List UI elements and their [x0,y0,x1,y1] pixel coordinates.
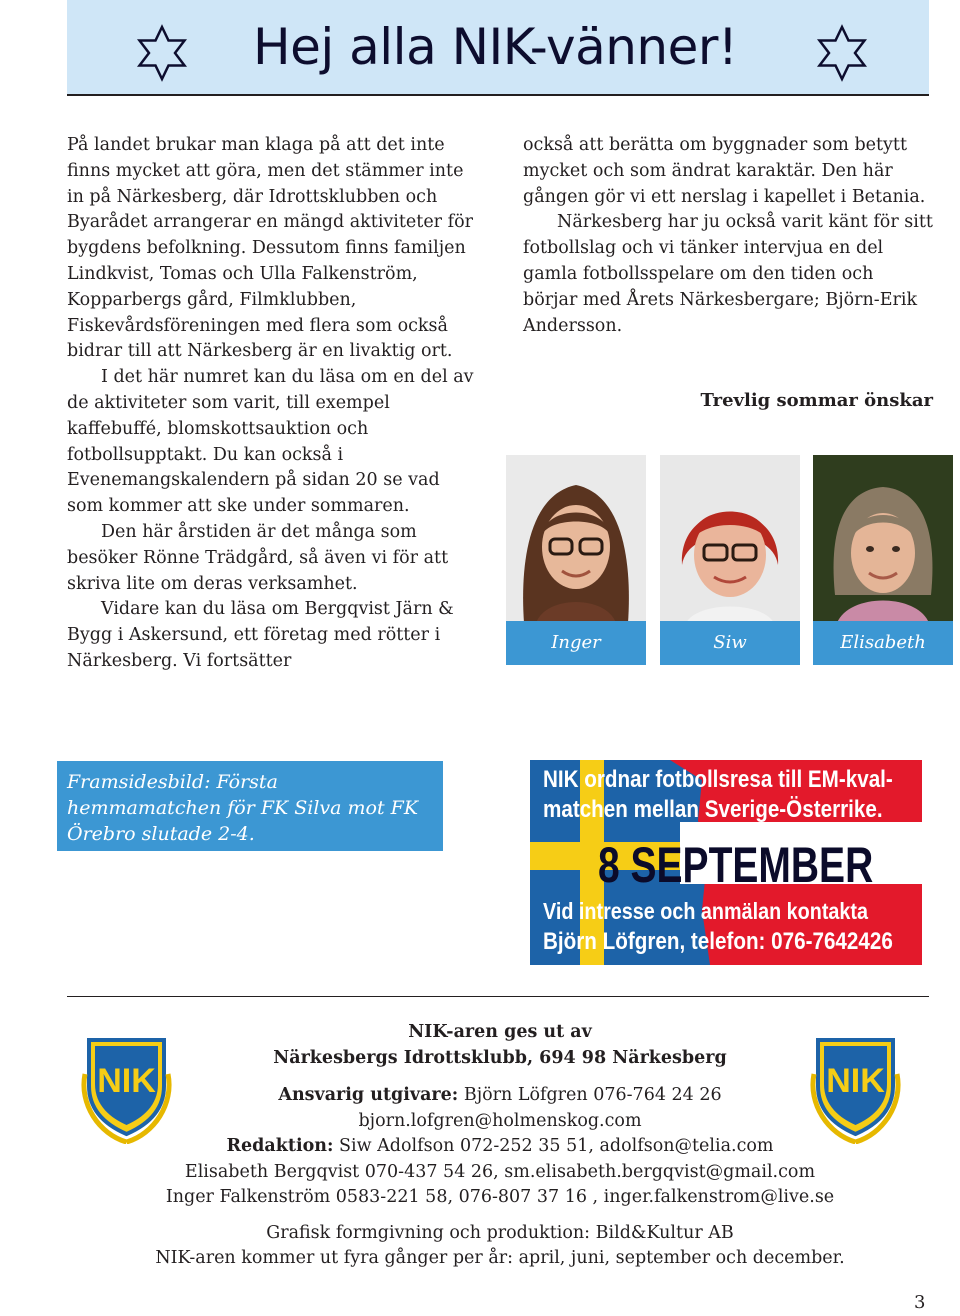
imprint-line: Elisabeth Bergqvist 070-437 54 26, sm.elisabeth.bergqvist@gmail.com [184,1161,816,1182]
portrait-photo [813,455,953,623]
paragraph: På landet brukar man klaga på att det inte finns mycket att göra, men det stämmer inte in på Närkesberg, där Idrottsklubben och Byarådet arrangerar en mängd aktiviteter för bygdens befolkning. Dessutom finns familjen Lindkvist, Tomas och Ulla Falkenström, Kopparbergs gård, Filmklubben, Fiskevårdsföreningen med flera som också bidrar till att Närkesberg är en livaktig ort. [67,135,473,362]
imprint [100,1020,900,1272]
logo-text: NIK [97,1062,156,1100]
editor-name: Inger [506,621,646,665]
portrait-photo [660,455,800,623]
publisher-label: Ansvarig utgivare: [278,1085,459,1105]
ad-date: 8 SEPTEMBER [598,837,874,893]
paragraph: I det här numret kan du läsa om en del av de aktiviteter som varit, till exempel kaffebuffé, blomskottsauktion och fotbollsupptakt. Du kan också i Evenemangskalendern på sidan 20 se vad som kommer att ske under sommaren. [67,367,474,517]
publisher-value: Björn Löfgren 076-764 24 26 [463,1085,722,1105]
trip-advertisement [530,760,922,965]
imprint-line: Inger Falkenström 0583-221 58, 076-807 37 16 , inger.falkenstrom@live.se [165,1187,835,1207]
editor-name: Elisabeth [813,621,953,665]
editor-photo-card [660,455,800,665]
cover-caption-box [57,761,443,851]
paragraph: Den här årstiden är det många som besöker Rönne Trädgård, så även vi för att skriva lite om deras verksamhet. [67,521,449,594]
imprint-line: Närkesbergs Idrottsklubb, 694 98 Närkesberg [273,1047,727,1068]
ad-headline-1: NIK ordnar fotbollsresa till EM-kval- [543,766,893,793]
publisher-line [100,1083,900,1109]
logo-text: NIK [826,1062,885,1100]
intro-text-right [523,133,933,339]
intro-text-left [67,133,479,675]
ad-headline-2: matchen mellan Sverige-Österrike. [543,796,883,823]
star-outline-icon [133,24,191,82]
editor-photo-card [813,455,953,665]
page-title: Hej alla NIK-vänner! [253,18,738,76]
divider [67,996,929,997]
imprint-line: NIK-aren ges ut av [408,1022,592,1042]
cover-caption: Framsidesbild: Första hemmamatchen för FK Silva mot FK Örebro slutade 2-4. [67,771,419,845]
editorial-label: Redaktion: [226,1136,334,1156]
portrait-photo [506,455,646,623]
star-outline-icon [813,24,871,82]
ad-contact-1: Vid intresse och anmälan kontakta [543,898,869,924]
imprint-line: NIK-aren kommer ut fyra gånger per år: april, juni, september och december. [155,1248,845,1268]
publisher-email: bjorn.lofgren@holmenskog.com [358,1110,642,1131]
editor-photo-card [506,455,646,665]
paragraph: Närkesberg har ju också varit känt för sitt fotbollslag och vi tänker intervjua en del gamla fotbollsspelare om den tiden och börjar med Årets Närkesbergare; Björn-Erik Andersson. [523,212,933,336]
paragraph: också att berätta om byggnader som betytt mycket och som ändrat karaktär. Den här gången gör vi ett nerslag i kapellet i Betania. [523,135,926,207]
editorial-value: Siw Adolfson 072-252 35 51, adolfson@telia.com [339,1136,774,1156]
ad-contact-2: Björn Löfgren, telefon: 076-7642426 [543,928,893,955]
paragraph: Vidare kan du läsa om Bergqvist Järn & Bygg i Askersund, ett företag med rötter i Närkesberg. Vi fortsätter [67,599,454,671]
greeting: Trevlig sommar önskar [700,390,933,411]
editorial-line [100,1134,900,1160]
imprint-line: Grafisk formgivning och produktion: Bild&Kultur AB [266,1222,734,1243]
title-banner [67,0,929,96]
editor-name: Siw [660,621,800,665]
page-number: 3 [914,1292,926,1313]
